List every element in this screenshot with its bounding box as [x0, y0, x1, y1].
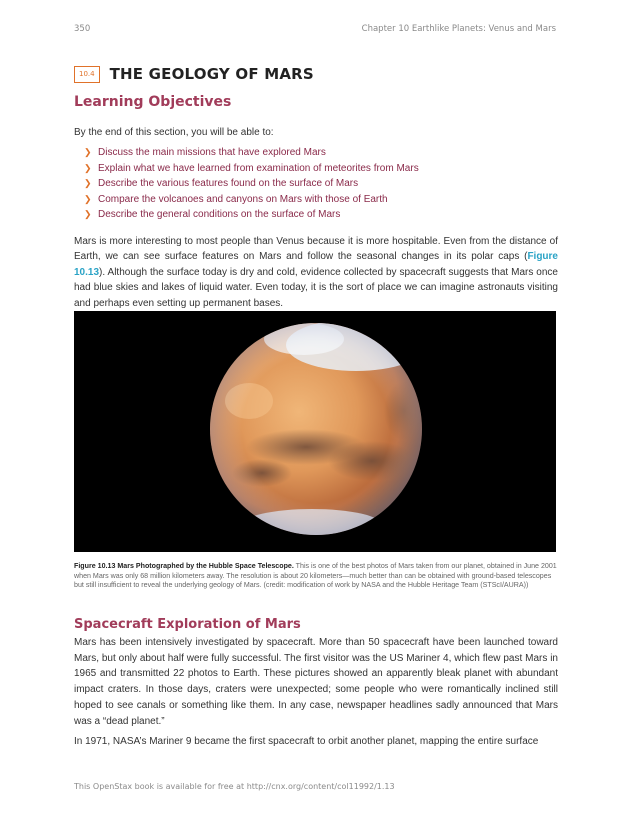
- caption-text: This is one of the best photos of Mars taken from our planet, obtained in June 2001 when Mars was only 68 million kilometers away. The resolution is about 20 kilometers—much better than can be obtained with ground-based telescopes but still insufficient to reveal the underlying geology of Mars. (credit: modification of work by NASA and the Hubble Heritage Team (STScI/AURA)): [74, 562, 557, 590]
- list-item: [84, 161, 419, 177]
- objective-text: Explain what we have learned from examination of meteorites from Mars: [98, 162, 419, 174]
- learning-objectives-list: [84, 145, 419, 223]
- mars-photo: [74, 311, 556, 552]
- chevron-right-icon: ❯: [84, 147, 92, 158]
- chevron-right-icon: ❯: [84, 162, 92, 173]
- section-title: THE GEOLOGY OF MARS: [109, 65, 314, 83]
- learning-objectives-intro: By the end of this section, you will be able to:: [74, 127, 274, 138]
- chapter-title: Chapter 10 Earthlike Planets: Venus and Mars: [361, 24, 556, 34]
- list-item: [84, 207, 419, 223]
- mars-planet-image: [74, 311, 556, 552]
- list-item: [84, 192, 419, 208]
- subsection-title: Spacecraft Exploration of Mars: [74, 617, 301, 632]
- chevron-right-icon: ❯: [84, 209, 92, 220]
- intro-paragraph: [74, 234, 558, 311]
- page-footer: This OpenStax book is available for free at http://cnx.org/content/col11992/1.13: [74, 782, 395, 791]
- learning-objectives-title: Learning Objectives: [74, 94, 232, 110]
- paragraph-text: Mars is more interesting to most people than Venus because it is more hospitable. Even from the distance of Earth, we can see surface features on Mars and follow the seasonal changes in its polar caps (: [74, 236, 558, 263]
- body-paragraph: Mars has been intensively investigated by spacecraft. More than 50 spacecraft have been launched toward Mars, but only about half were fully successful. The first visitor was the US Mariner 4, which flew past Mars in 1965 and transmitted 22 photos to Earth. These pictures showed an apparently bleak planet with abundant impact craters. In those days, craters were unexpected; some people who were romantically inclined still hoped to see canals or something like them. In any case, newspaper headlines sadly announced that Mars was a “dead planet.”: [74, 637, 558, 727]
- section-number-badge: 10.4: [74, 66, 100, 83]
- objective-text: Compare the volcanoes and canyons on Mars with those of Earth: [98, 193, 388, 205]
- paragraph-text: ). Although the surface today is dry and cold, evidence collected by spacecraft suggests that Mars once had blue skies and lakes of liquid water. Even today, it is the sort of place we can imagine astronauts visiting and perhaps even setting up permanent bases.: [74, 266, 558, 309]
- list-item: [84, 176, 419, 192]
- page-number: 350: [74, 24, 91, 34]
- caption-lead: Figure 10.13 Mars Photographed by the Hubble Space Telescope.: [74, 562, 294, 570]
- body-paragraph: In 1971, NASA’s Mariner 9 became the first spacecraft to orbit another planet, mapping the entire surface: [74, 736, 539, 747]
- chevron-right-icon: ❯: [84, 193, 92, 204]
- objective-text: Describe the general conditions on the surface of Mars: [98, 209, 341, 221]
- section-heading: [74, 64, 314, 84]
- list-item: [84, 145, 419, 161]
- figure-reference-link[interactable]: Figure 10.13: [74, 251, 558, 278]
- chevron-right-icon: ❯: [84, 178, 92, 189]
- figure-caption: [74, 562, 558, 591]
- objective-text: Discuss the main missions that have explored Mars: [98, 147, 326, 159]
- running-header: [74, 24, 556, 36]
- objective-text: Describe the various features found on the surface of Mars: [98, 178, 359, 190]
